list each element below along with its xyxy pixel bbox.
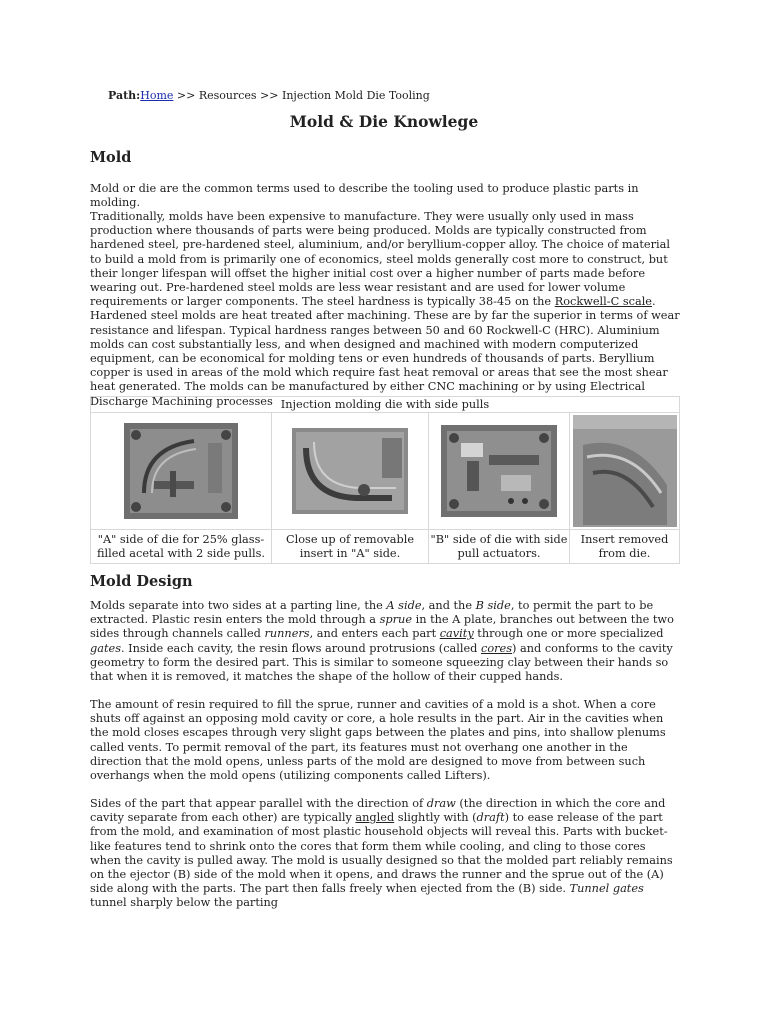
- mold-materials-text-a: Traditionally, molds have been expensive to manufacture. They were usually only used in mass production where thousands of parts were being produced. Molds are typically constructed from hardened steel, pre-hardened steel, aluminium, and/or beryllium-copper alloy. The choice of material to build a mold from is primarily one of economics, steel molds generally cost more to construct, but their longer lifespan will offset the higher initial cost over a higher number of parts made before wearing out. Pre-hardened steel molds are less wear resistant and are used for lower volume requirements or larger components. The steel hardness is typically 38-45 on the: [90, 210, 670, 309]
- mold-materials-paragraph: [90, 210, 680, 409]
- text-run: slightly with (: [394, 811, 477, 825]
- photo-cell: [272, 413, 429, 530]
- mold-design-paragraph-3: [90, 797, 680, 911]
- term-tunnel-gates: Tunnel gates: [569, 882, 644, 896]
- mold-design-text-2: The amount of resin required to fill the sprue, runner and cavities of a mold is a shot. When a core shuts off against an opposing mold cavity or core, a hole results in the part. Air in the cavities when the mold closes escapes through very slight gaps between the plates and pins, into shallow plenums called vents. To permit removal of the part, its features must not overhang one another in the direction that the mold opens, unless parts of the mold are designed to move from between such overhangs when the mold opens (utilizing components called Lifters).: [90, 698, 666, 783]
- text-run: through one or more specialized: [473, 627, 664, 641]
- mold-design-paragraph-2: [90, 698, 680, 783]
- text-run: tunnel sharply below the parting: [90, 896, 278, 910]
- insert-closeup-photo: [292, 428, 408, 514]
- section-heading-mold: Mold: [90, 149, 132, 166]
- section-heading-mold-design: Mold Design: [90, 573, 193, 590]
- page-title: Mold & Die Knowlege: [289, 112, 479, 131]
- text-run: Sides of the part that appear parallel with the direction of: [90, 797, 427, 810]
- cores-link[interactable]: cores: [481, 641, 513, 655]
- term-draw: draw: [426, 797, 456, 810]
- text-run: , and the: [421, 599, 476, 612]
- photo-cell: [429, 413, 570, 530]
- rockwell-scale-link[interactable]: Rockwell-C scale: [554, 295, 652, 309]
- die-a-side-photo: [124, 423, 238, 519]
- text-run: , and enters each part: [309, 627, 440, 641]
- photo-cell: [91, 413, 272, 530]
- angled-link[interactable]: angled: [355, 811, 395, 825]
- term-sprue: sprue: [379, 613, 413, 627]
- text-run: . Inside each cavity, the resin flows around protrusions (called: [121, 641, 481, 655]
- mold-intro-paragraph: [90, 182, 680, 210]
- mold-materials-text-b: . Hardened steel molds are heat treated after machining. These are by far the superior in terms of wear resistance and lifespan. Typical hardness ranges between 50 and 60 Rockwell-C (HRC). Aluminium molds can cost substantially less, and when designed and machined with modern computerized equipment, can be economical for molding tens or even hundreds of thousands of parts. Beryllium copper is used in areas of the mold which require fast heat removal or areas that see the most shear heat generated. The molds can be manufactured by either CNC machining or by using Electrical Discharge Machining processes: [90, 295, 680, 408]
- term-b-side: B side: [475, 599, 511, 612]
- photo-caption: "A" side of die for 25% glass-filled acetal with 2 side pulls.: [91, 530, 272, 564]
- text-run: in the A plate, branches out between the two sides through channels called: [90, 613, 674, 641]
- photo-cell: [570, 413, 680, 530]
- text-run: ) and conforms to the cavity geometry to form the desired part. This is similar to someone squeezing clay between their hands so that when it is removed, it matches the shape of the hollow of their cupped hands.: [90, 641, 673, 684]
- photo-caption: Close up of removable insert in "A" side.: [272, 530, 429, 564]
- mold-design-paragraph-1: [90, 599, 680, 684]
- text-run: ) to ease release of the part from the mold, and examination of most plastic household objects will reveal this. Parts with bucket-like features tend to shrink onto the cores that form them while cooling, and cling to those cores when the cavity is pulled away. The mold is usually designed so that the molded part reliably remains on the ejector (B) side of the mold when it opens, and draws the runner and the sprue out of the (A) side along with the parts. The part then falls freely when ejected from the (B) side.: [90, 811, 673, 896]
- term-a-side: A side: [386, 599, 422, 612]
- photo-caption: Insert removed from die.: [570, 530, 680, 564]
- insert-removed-photo: [573, 415, 677, 527]
- breadcrumb-home-link[interactable]: Home: [140, 89, 174, 102]
- cavity-link[interactable]: cavity: [439, 627, 474, 641]
- breadcrumb: [108, 89, 430, 103]
- breadcrumb-trail: >> Resources >> Injection Mold Die Tooling: [173, 89, 430, 102]
- photo-table: [90, 396, 680, 564]
- photo-caption: "B" side of die with side pull actuators.: [429, 530, 570, 564]
- breadcrumb-label: Path:: [108, 89, 141, 102]
- term-runners: runners: [264, 627, 310, 641]
- text-run: (the direction in which the core and cavity separate from each other) are typically: [90, 797, 666, 825]
- text-run: Molds separate into two sides at a parting line, the: [90, 599, 387, 612]
- mold-intro-text: Mold or die are the common terms used to describe the tooling used to produce plastic parts in molding.: [90, 182, 639, 210]
- term-gates: gates: [90, 641, 121, 655]
- term-draft: draft: [476, 811, 505, 825]
- text-run: , to permit the part to be extracted. Plastic resin enters the mold through a: [90, 599, 654, 627]
- photo-table-header: Injection molding die with side pulls: [91, 397, 680, 413]
- die-b-side-photo: [441, 425, 557, 517]
